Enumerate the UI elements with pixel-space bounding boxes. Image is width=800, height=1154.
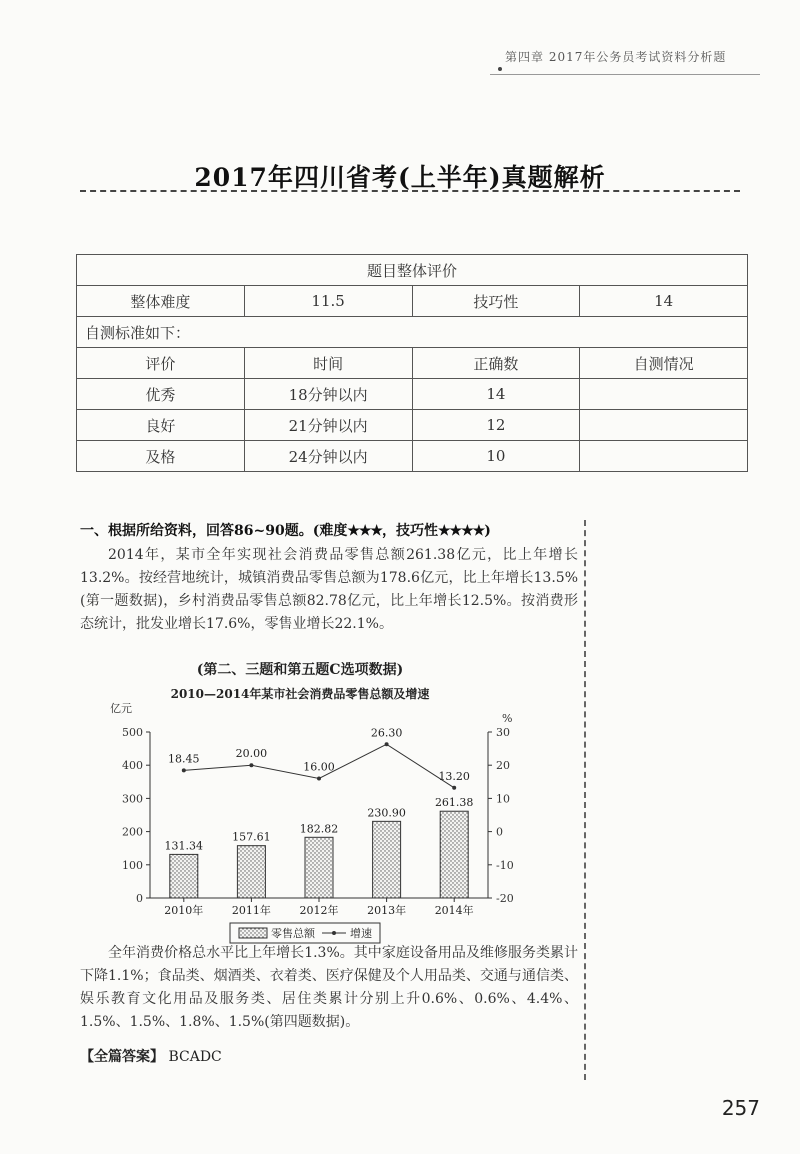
row-rating: 优秀 <box>77 379 245 410</box>
line-point <box>385 742 389 746</box>
bar <box>237 846 265 898</box>
answer-label: 【全篇答案】 <box>80 1049 164 1065</box>
col-self-check: 自测情况 <box>580 348 748 379</box>
y-left-tick-label: 500 <box>122 726 143 739</box>
standard-note: 自测标准如下： <box>77 317 748 348</box>
bar <box>373 821 401 898</box>
x-tick-label: 2010年 <box>164 904 204 917</box>
page-number: 257 <box>721 1096 760 1120</box>
bar-value-label: 131.34 <box>164 839 204 853</box>
margin-dashed-line <box>584 520 586 1080</box>
row-time: 21分钟以内 <box>244 410 412 441</box>
bar <box>440 811 468 898</box>
legend <box>230 923 380 943</box>
row-self-check <box>580 441 748 472</box>
chart <box>80 662 520 944</box>
table-row <box>77 410 748 441</box>
paragraph-2 <box>80 942 578 1034</box>
y-right-tick-label: -20 <box>496 892 514 905</box>
overall-value: 11.5 <box>244 286 412 317</box>
bar <box>305 837 333 898</box>
y-right-label: % <box>502 712 513 725</box>
bar-value-label: 261.38 <box>434 796 474 810</box>
x-tick-label: 2012年 <box>299 904 339 917</box>
line-value-label: 13.20 <box>438 769 470 783</box>
answer-line <box>80 1046 222 1066</box>
row-self-check <box>580 410 748 441</box>
line-value-label: 26.30 <box>370 726 403 740</box>
line-point <box>452 786 456 790</box>
plot-area <box>122 726 514 917</box>
chart-note: (第二、三题和第五题C选项数据) <box>196 662 404 678</box>
skill-label: 技巧性 <box>412 286 580 317</box>
difficulty-stars: ★★★ <box>347 523 382 539</box>
skill-label: ，技巧性 <box>381 523 438 539</box>
chart-title: 2010—2014年某市社会消费品零售总额及增速 <box>170 687 430 701</box>
legend-line-label: 增速 <box>350 927 372 940</box>
row-time: 18分钟以内 <box>244 379 412 410</box>
skill-stars: ★★★★ <box>437 523 485 539</box>
section-heading <box>80 520 580 540</box>
answer-value: BCADC <box>168 1049 222 1065</box>
x-tick-label: 2013年 <box>367 904 407 917</box>
col-time: 时间 <box>244 348 412 379</box>
paragraph-1-text: 2014年，某市全年实现社会消费品零售总额261.38亿元，比上年增长13.2%。按经营地统计，城镇消费品零售总额为178.6亿元，比上年增长13.5%(第一题数据)，乡村消费品零售总额82.78亿元，比上年增长12.5%。按消费形态统计，批发业增长17.6%，零售业增长22.1%。 <box>80 547 578 632</box>
row-correct: 14 <box>412 379 580 410</box>
bar-value-label: 157.61 <box>232 830 271 844</box>
y-right-tick-label: 10 <box>496 792 510 806</box>
row-rating: 及格 <box>77 441 245 472</box>
x-tick-label: 2011年 <box>231 904 271 917</box>
y-left-tick-label: 400 <box>122 759 143 773</box>
evaluation-table <box>76 254 748 472</box>
y-right-tick-label: -10 <box>496 858 514 872</box>
line-value-label: 18.45 <box>168 752 200 766</box>
y-left-tick-label: 200 <box>122 825 143 839</box>
bar-value-label: 230.90 <box>367 806 406 820</box>
skill-value: 14 <box>580 286 748 317</box>
table-row <box>77 379 748 410</box>
row-correct: 10 <box>412 441 580 472</box>
eval-overall-row <box>77 286 748 317</box>
y-right-tick-label: 30 <box>496 726 510 739</box>
header-rule <box>490 74 760 75</box>
running-header: 第四章 2017年公务员考试资料分析题 <box>505 50 727 64</box>
y-left-tick-label: 0 <box>136 892 143 905</box>
col-rating: 评价 <box>77 348 245 379</box>
row-self-check <box>580 379 748 410</box>
y-left-tick-label: 300 <box>122 792 143 806</box>
y-left-label: 亿元 <box>110 702 132 715</box>
eval-heading-row <box>77 255 748 286</box>
legend-bar-swatch <box>239 928 267 938</box>
eval-heading: 题目整体评价 <box>77 255 748 286</box>
title-rule <box>80 190 740 192</box>
header-dot <box>498 67 502 71</box>
row-correct: 12 <box>412 410 580 441</box>
line-point <box>249 763 253 767</box>
section-close: ) <box>484 523 491 539</box>
page-title: 2017年四川省考(上半年)真题解析 <box>194 163 606 192</box>
bar <box>170 854 198 898</box>
col-correct: 正确数 <box>412 348 580 379</box>
y-right-tick-label: 20 <box>496 759 510 773</box>
bar-value-label: 182.82 <box>299 822 339 836</box>
row-rating: 良好 <box>77 410 245 441</box>
line-value-label: 16.00 <box>303 760 335 774</box>
paragraph-2-text: 全年消费价格总水平比上年增长1.3%。其中家庭设备用品及维修服务类累计下降1.1%；食品类、烟酒类、衣着类、医疗保健及个人用品类、交通与通信类、娱乐教育文化用品及服务类、居住类累计分别上升0.6%、0.6%、4.4%、1.5%、1.5%、1.8%、1.5%(第四题数据)。 <box>80 945 578 1030</box>
table-row <box>77 441 748 472</box>
line-point <box>317 776 321 780</box>
legend-line-marker <box>332 931 336 935</box>
section-heading-text: 一、根据所给资料，回答86~90题。 <box>80 523 313 539</box>
legend-bar-label: 零售总额 <box>271 927 315 940</box>
eval-note-row <box>77 317 748 348</box>
difficulty-label: (难度 <box>312 523 348 539</box>
eval-columns-row <box>77 348 748 379</box>
line-point <box>182 768 186 772</box>
overall-label: 整体难度 <box>77 286 245 317</box>
y-right-tick-label: 0 <box>496 825 503 839</box>
y-left-tick-label: 100 <box>122 858 143 872</box>
line-value-label: 20.00 <box>235 747 268 761</box>
x-tick-label: 2014年 <box>434 904 474 917</box>
row-time: 24分钟以内 <box>244 441 412 472</box>
paragraph-1 <box>80 544 578 636</box>
